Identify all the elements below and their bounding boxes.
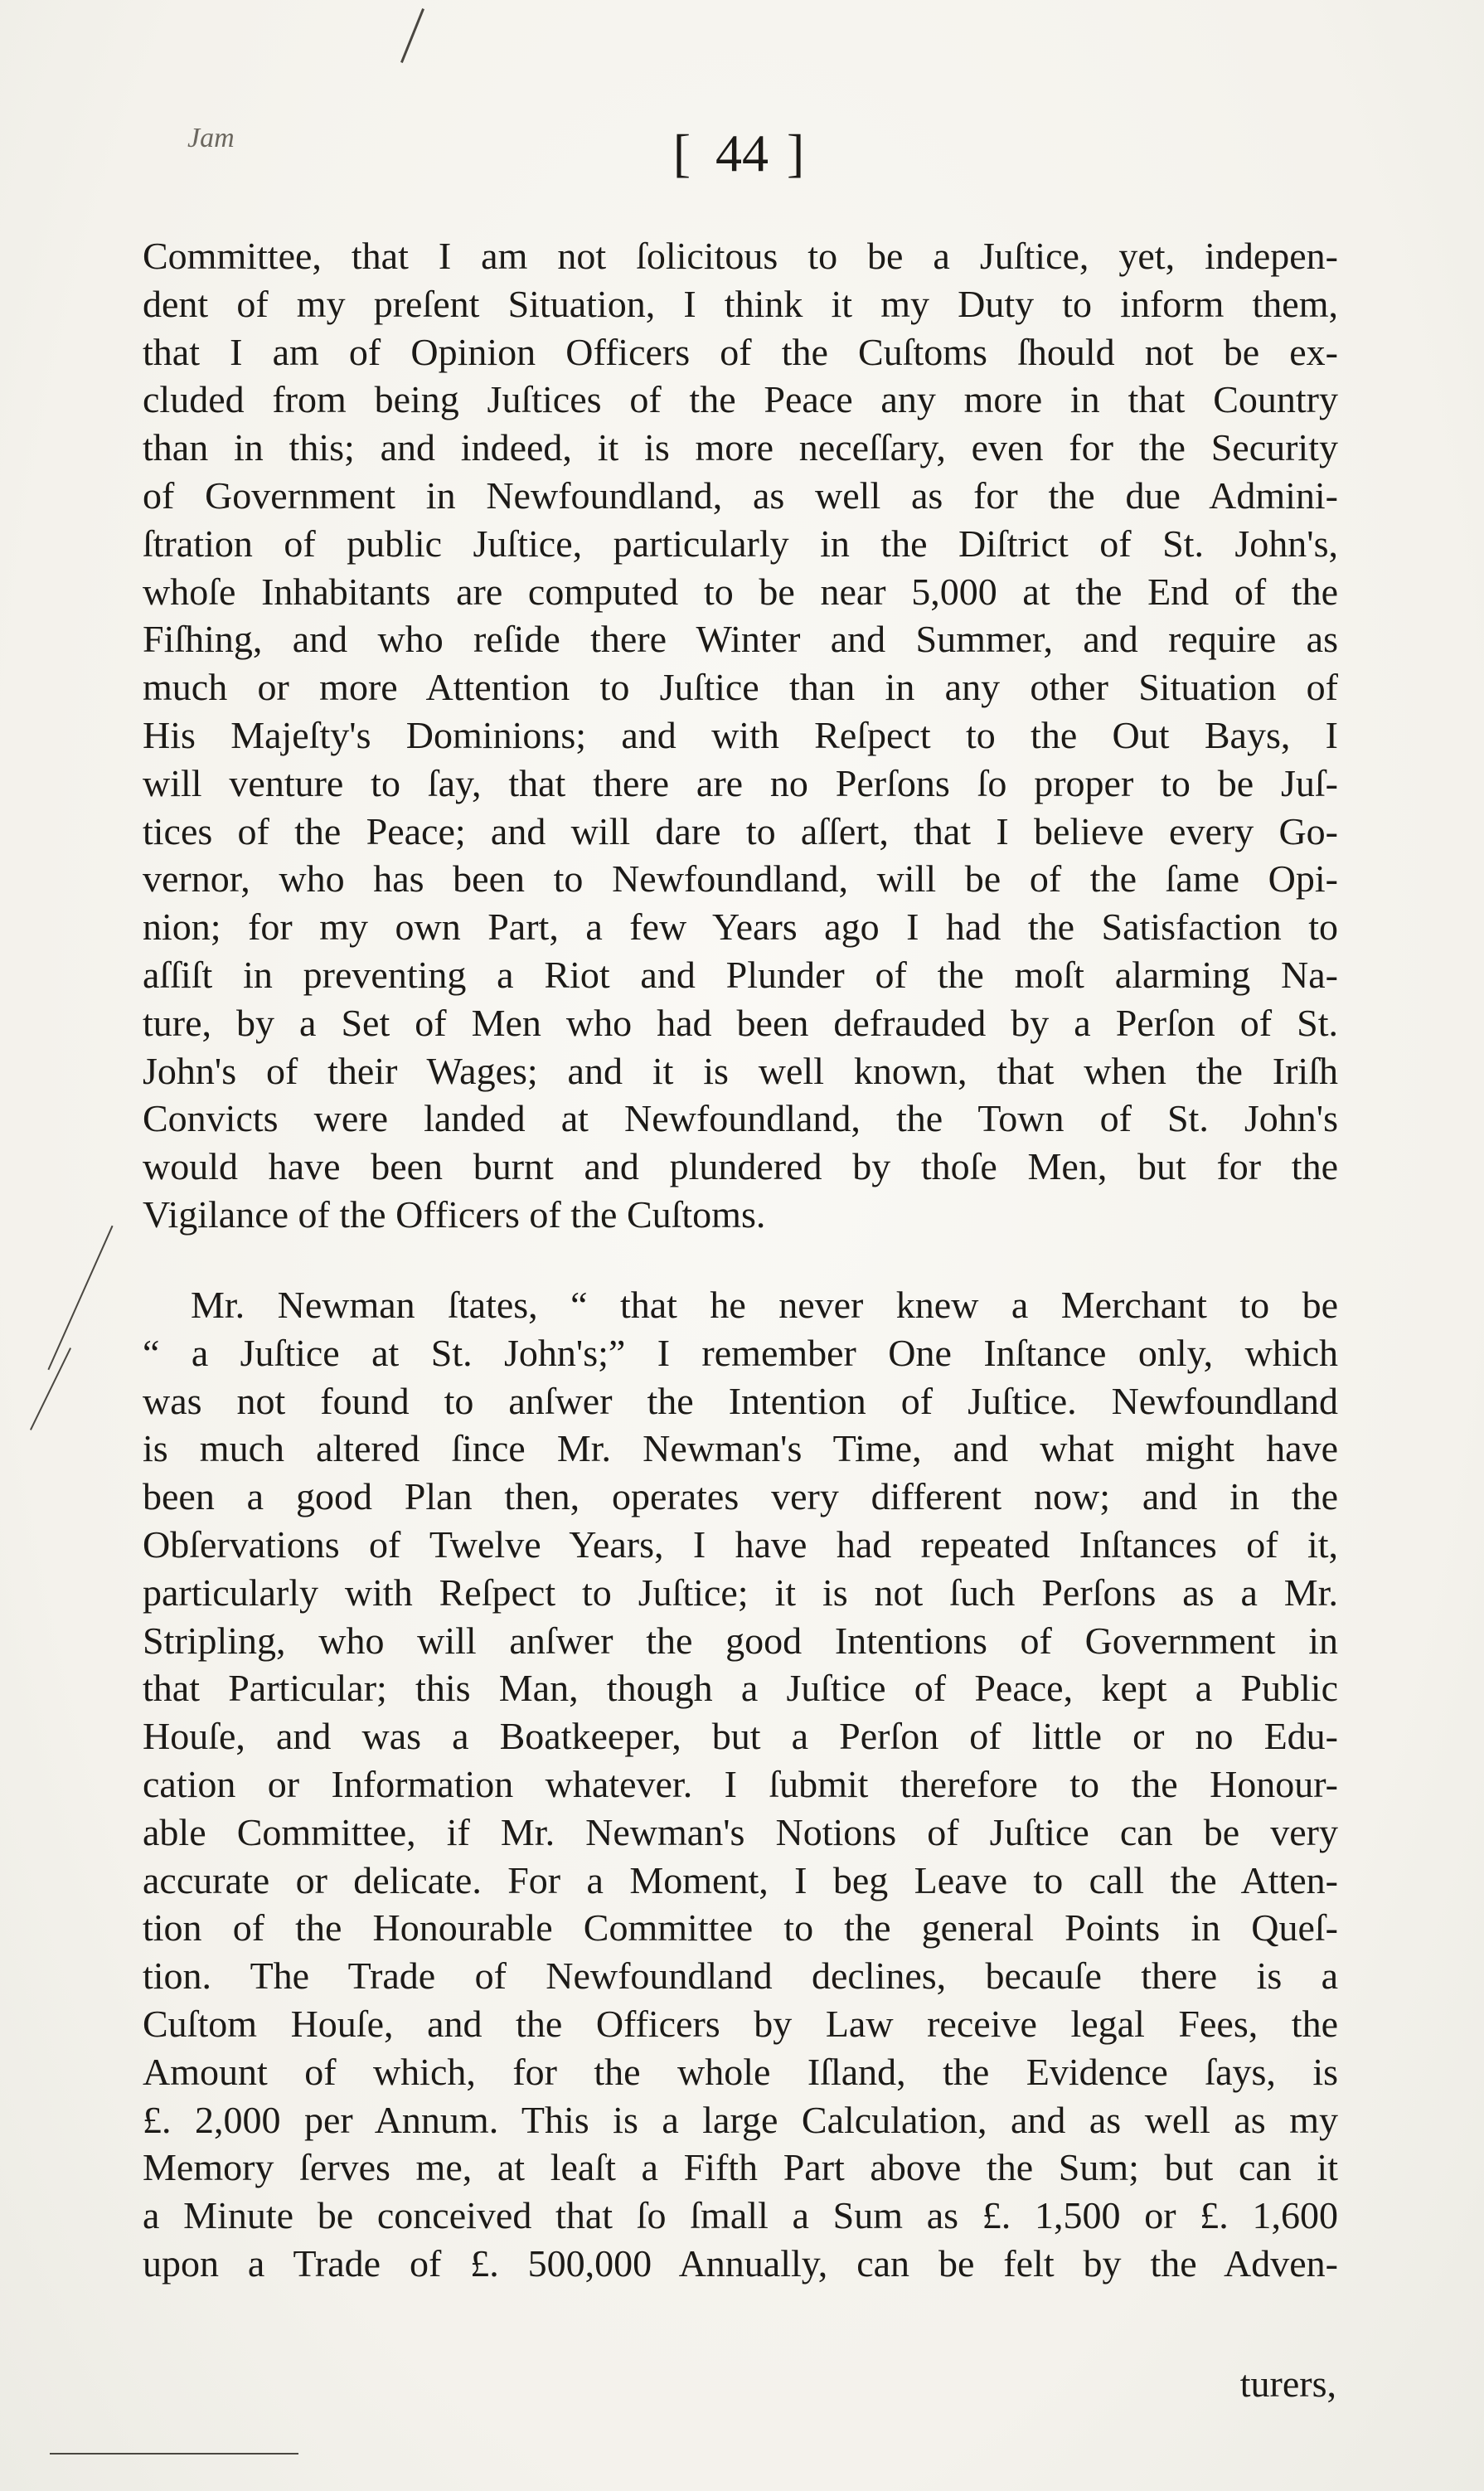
- margin-pen-stroke: [47, 1226, 113, 1370]
- text-line: Cuſtom Houſe, and the Officers by Law receive legal Fees, the: [143, 2002, 1338, 2045]
- text-line: Committee, that I am not ſolicitous to be a Juſtice, yet, indepen-: [143, 235, 1338, 277]
- text-line: nion; for my own Part, a few Years ago I had the Satisfaction to: [143, 906, 1338, 949]
- text-line: dent of my preſent Situation, I think it my Duty to inform them,: [143, 282, 1338, 325]
- text-line: Vigilance of the Officers of the Cuſtoms.: [143, 1192, 766, 1236]
- text-line: tion. The Trade of Newfoundland declines, becauſe there is a: [143, 1954, 1338, 1998]
- text-line: is much altered ſince Mr. Newman's Time, and what might have: [143, 1427, 1338, 1470]
- text-line: Houſe, and was a Boatkeeper, but a Perſon of little or no Edu-: [143, 1715, 1338, 1758]
- text-line: Amount of which, for the whole Iſland, the Evidence ſays, is: [143, 2050, 1338, 2093]
- margin-note: Jam: [187, 123, 235, 153]
- margin-pen-stroke: [30, 1347, 71, 1430]
- text-line: tion of the Honourable Committee to the general Points in Queſ-: [143, 1906, 1338, 1950]
- text-line: been a good Plan then, operates very different now; and in the: [143, 1475, 1338, 1518]
- text-line: able Committee, if Mr. Newman's Notions of Juſtice can be very: [143, 1810, 1338, 1853]
- text-line: of Government in Newfoundland, as well as for the due Admini-: [143, 473, 1338, 517]
- bracket-close: ]: [787, 124, 812, 182]
- text-line: upon a Trade of £. 500,000 Annually, can be felt by the Adven-: [143, 2241, 1338, 2285]
- text-line: aſſiſt in preventing a Riot and Plunder of the moſt alarming Na-: [143, 953, 1338, 996]
- text-line: “ a Juſtice at St. John's;” I remember One Inſtance only, which: [143, 1331, 1338, 1374]
- bottom-rule: [50, 2453, 298, 2455]
- paragraph-1: [143, 232, 1338, 1239]
- text-line: was not found to anſwer the Intention of Juſtice. Newfoundland: [143, 1379, 1338, 1422]
- text-line: Convicts were landed at Newfoundland, the Town of St. John's: [143, 1097, 1338, 1140]
- bracket-open: [: [672, 124, 697, 182]
- text-line: cation or Information whatever. I ſubmit therefore to the Honour-: [143, 1762, 1338, 1805]
- page-number: 44: [715, 124, 769, 182]
- text-line: that Particular; this Man, though a Juſtice of Peace, kept a Public: [143, 1667, 1338, 1710]
- text-line: vernor, who has been to Newfoundland, will be of the ſame Opi-: [143, 857, 1338, 901]
- text-line: would have been burnt and plundered by thoſe Men, but for the: [143, 1145, 1338, 1188]
- text-line: Fiſhing, and who reſide there Winter and Summer, and require as: [143, 618, 1338, 661]
- text-line: particularly with Reſpect to Juſtice; it is not ſuch Perſons as a Mr.: [143, 1571, 1338, 1614]
- page-header: [0, 123, 1484, 184]
- text-line: accurate or delicate. For a Moment, I beg Leave to call the Atten-: [143, 1858, 1338, 1901]
- text-line: Obſervations of Twelve Years, I have had repeated Inſtances of it,: [143, 1522, 1338, 1566]
- text-line: Stripling, who will anſwer the good Intentions of Government in: [143, 1619, 1338, 1662]
- text-line: Memory ſerves me, at leaſt a Fifth Part above the Sum; but can it: [143, 2146, 1338, 2189]
- text-line: much or more Attention to Juſtice than in any other Situation of: [143, 666, 1338, 709]
- paragraph-2: [143, 1281, 1338, 2288]
- text-line: £. 2,000 per Annum. This is a large Calculation, and as well as my: [143, 2098, 1338, 2141]
- text-line: His Majeſty's Dominions; and with Reſpect to the Out Bays, I: [143, 713, 1338, 756]
- text-line: ſtration of public Juſtice, particularly in the Diſtrict of St. John's,: [143, 522, 1338, 565]
- text-line: cluded from being Juſtices of the Peace any more in that Country: [143, 378, 1338, 421]
- text-line: Mr. Newman ſtates, “ that he never knew a Merchant to be: [191, 1284, 1338, 1326]
- text-line: tices of the Peace; and will dare to aſſert, that I believe every Go-: [143, 809, 1338, 852]
- text-line: that I am of Opinion Officers of the Cuſtoms ſhould not be ex-: [143, 330, 1338, 373]
- text-line: a Minute be conceived that ſo ſmall a Sum as £. 1,500 or £. 1,600: [143, 2194, 1338, 2237]
- text-line: will venture to ſay, that there are no Perſons ſo proper to be Juſ-: [143, 761, 1338, 804]
- text-line: than in this; and indeed, it is more neceſſary, even for the Security: [143, 426, 1338, 469]
- text-line: John's of their Wages; and it is well known, that when the Iriſh: [143, 1049, 1338, 1092]
- margin-pen-stroke: [400, 8, 424, 63]
- text-line: ture, by a Set of Men who had been defrauded by a Perſon of St.: [143, 1001, 1338, 1044]
- text-line: whoſe Inhabitants are computed to be near 5,000 at the End of the: [143, 570, 1338, 613]
- catchword: turers,: [1239, 2362, 1336, 2405]
